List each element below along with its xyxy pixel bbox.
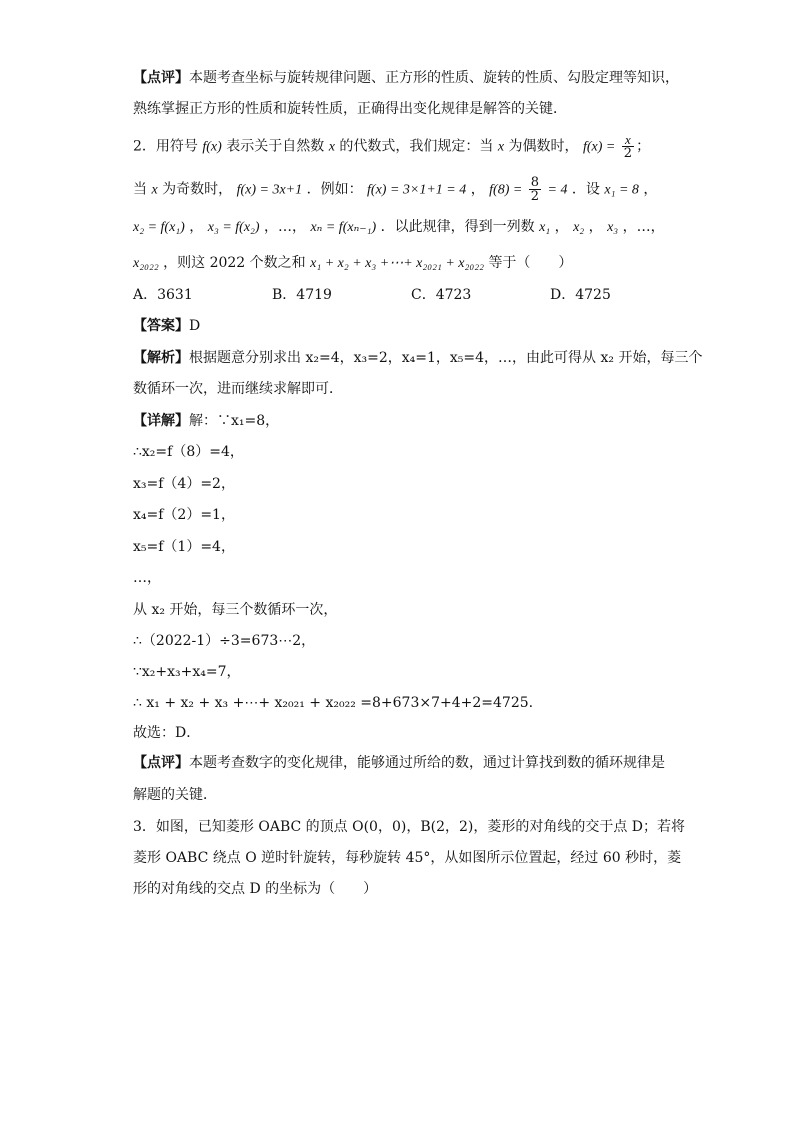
review1-line1	[133, 68, 679, 88]
review-text: 熟练掌握正方形的性质和旋转性质，正确得出变化规律是解答的关键．	[133, 101, 567, 117]
q2-line2	[133, 176, 657, 203]
q3-line3	[133, 879, 377, 899]
q2-math: x₁ + x₂ + x₃ +⋯+ x₂₀₂₁ + x₂₀₂₂	[310, 256, 484, 271]
q2-math: xₙ = f(xₙ₋₁)	[310, 220, 377, 235]
review-text: 本题考查坐标与旋转规律问题、正方形的性质、旋转的性质、勾股定理等知识，	[189, 70, 679, 86]
q2-math: f(x)	[202, 139, 222, 155]
detail-line1	[133, 411, 279, 431]
q3-text: 3．如图，已知菱形 OABC 的顶点 O(0，0)，B(2，2)，菱形的对角线的交于点 D；若将	[133, 819, 686, 835]
option-c: C．4723	[411, 287, 472, 303]
q2-math: x₂	[573, 220, 585, 235]
q2-text: ，…，	[622, 219, 665, 235]
option-b: B．4719	[272, 287, 332, 303]
q2-math: x	[328, 139, 335, 155]
q2-text: ；	[636, 138, 651, 155]
analysis-text: 数循环一次，进而继续求解即可．	[133, 381, 343, 397]
q2-text: 表示关于自然数	[226, 138, 325, 155]
detail-text: 从 x₂ 开始，每三个数循环一次，	[133, 602, 338, 618]
review-tag: 【点评】	[133, 70, 189, 86]
detail-line7	[133, 600, 337, 620]
detail-line8	[133, 631, 315, 651]
detail-text: ∴x₂=f（8）=4，	[133, 444, 244, 460]
option-a: A．3631	[133, 287, 193, 303]
detail-text: 故选：D．	[133, 725, 201, 741]
q2-math: x₃	[607, 220, 619, 235]
detail-text: ∵x₂+x₃+x₄=7，	[133, 664, 241, 680]
review2-line1	[133, 753, 665, 773]
analysis-line1	[133, 348, 702, 368]
q2-text: 当	[133, 181, 147, 198]
q2-line3	[133, 217, 665, 238]
option-d: D．4725	[550, 287, 611, 303]
analysis-text: 根据题意分别求出 x₂=4，x₃=2，x₄=1，x₅=4，…，由此可得从 x₂ 开始，每三个	[189, 350, 703, 366]
q2-math: x₁	[539, 220, 551, 235]
review2-line2	[133, 785, 217, 805]
q2-math: x₁ = 8	[604, 182, 639, 198]
q2-text: ，	[470, 181, 485, 198]
q2-options	[133, 285, 689, 305]
detail-text: ∴ x₁ + x₂ + x₃ +⋯+ x₂₀₂₁ + x₂₀₂₂ =8+673×7+4+2=4725.	[133, 695, 534, 711]
q2-math: x₃ = f(x₂)	[207, 220, 260, 235]
q2-text: ，则这 2022 个数之和	[163, 255, 306, 271]
detail-line6	[133, 568, 161, 588]
fraction-numerator: x	[622, 133, 634, 147]
q2-text: ，…，	[264, 219, 307, 235]
q2-line1	[133, 133, 650, 160]
q2-text: ．例如：	[306, 181, 363, 198]
q2-text: 等于（ ）	[488, 255, 573, 271]
detail-text: ∴（2022-1）÷3=673⋯2，	[133, 633, 316, 649]
detail-line3	[133, 474, 235, 494]
detail-line10	[133, 693, 533, 713]
q2-text: ，	[189, 219, 204, 235]
q2-math: f(x) = 3×1+1 = 4	[367, 182, 467, 198]
q2-math: f(8) =	[489, 182, 523, 198]
answer-line	[133, 316, 200, 336]
review-text: 本题考查数字的变化规律，能够通过所给的数，通过计算找到数的循环规律是	[189, 755, 665, 771]
detail-text: 解：∵x₁=8，	[189, 413, 280, 429]
analysis-line2	[133, 379, 343, 399]
analysis-tag: 【解析】	[133, 350, 189, 366]
q2-math: = 4	[547, 182, 568, 198]
detail-line4	[133, 505, 235, 525]
q2-text: ，	[554, 219, 569, 235]
detail-line9	[133, 662, 241, 682]
q2-math: f(x) = 3x+1	[236, 182, 303, 198]
detail-text: x₄=f（2）=1，	[133, 507, 235, 523]
answer-value: D	[189, 318, 201, 334]
review-tag: 【点评】	[133, 755, 189, 771]
q3-line2	[133, 848, 681, 868]
detail-line2	[133, 442, 244, 462]
q2-math: x	[497, 139, 505, 155]
q2-text: 为奇数时，	[162, 181, 233, 198]
q2-math: x₂₀₂₂	[133, 256, 159, 271]
fraction-x-over-2	[622, 133, 634, 160]
q2-math: x₂ = f(x₁)	[133, 220, 185, 235]
review-text: 解题的关键．	[133, 787, 217, 803]
q2-text: ，	[643, 181, 658, 198]
review1-line2	[133, 99, 567, 119]
q3-line1	[133, 817, 685, 837]
q2-math: x	[151, 182, 158, 198]
fraction-8-over-2	[529, 176, 541, 203]
q2-text: 为偶数时，	[508, 138, 579, 155]
detail-line11	[133, 723, 200, 743]
q2-text: ．设	[571, 181, 600, 198]
q3-text: 菱形 OABC 绕点 O 逆时针旋转，每秒旋转 45°，从如图所示位置起，经过 60 秒时，菱	[133, 850, 682, 866]
q2-text: 2．用符号	[133, 138, 198, 155]
q2-text: ．以此规律，得到一列数	[380, 219, 535, 235]
detail-tag: 【详解】	[133, 413, 189, 429]
detail-line5	[133, 537, 235, 557]
fraction-denominator: 2	[530, 189, 540, 204]
detail-text: x₃=f（4）=2，	[133, 476, 235, 492]
detail-text: …，	[133, 570, 161, 586]
q2-math: f(x) =	[582, 139, 616, 155]
fraction-denominator: 2	[623, 146, 633, 161]
q2-line4	[133, 253, 572, 274]
q2-text: 的代数式，我们规定：当	[339, 138, 494, 155]
fraction-numerator: 8	[530, 175, 540, 190]
q2-text: ，	[588, 219, 603, 235]
q3-text: 形的对角线的交点 D 的坐标为（ ）	[133, 881, 378, 897]
detail-text: x₅=f（1）=4，	[133, 539, 235, 555]
answer-tag: 【答案】	[133, 318, 189, 334]
